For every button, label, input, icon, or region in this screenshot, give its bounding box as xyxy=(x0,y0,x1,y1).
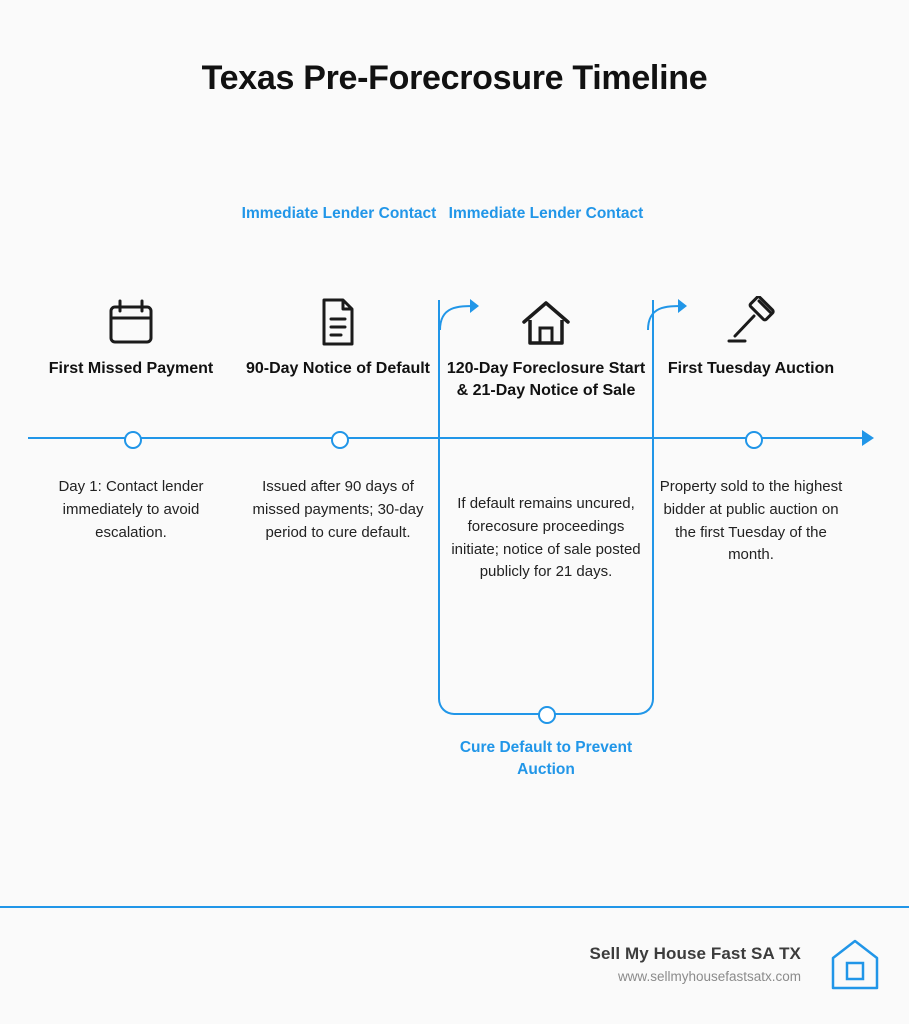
cure-default-label: Cure Default to Prevent Auction xyxy=(459,739,633,779)
timeline-stage-first-tuesday-auction xyxy=(646,288,856,380)
calendar-icon xyxy=(26,288,236,348)
timeline-stage-120-day-foreclosure xyxy=(441,288,651,403)
brand-name: Sell My House Fast SA TX xyxy=(589,944,801,963)
timeline-node-dot-2 xyxy=(331,431,349,449)
timeline-stage-description-3: If default remains uncured, forecosure proceedings initiate; notice of sale posted publicly for 21 days. xyxy=(451,495,641,581)
timeline-axis-arrow xyxy=(862,430,874,446)
timeline-stage-first-missed-payment xyxy=(26,288,236,380)
timeline-stage-label-4: First Tuesday Auction xyxy=(667,360,835,377)
annotation-stage-3: Immediate Lender Contact xyxy=(448,205,644,222)
gavel-icon xyxy=(646,288,856,348)
timeline-node-dot-4 xyxy=(745,431,763,449)
cure-default-node-dot xyxy=(538,706,556,724)
timeline-stage-label-3: 120-Day Foreclosure Start & 21-Day Notice of Sale xyxy=(446,360,646,400)
timeline-stage-label-1: First Missed Payment xyxy=(48,360,214,377)
website-url: www.sellmyhousefastsatx.com xyxy=(617,969,801,984)
timeline-stage-90-day-notice xyxy=(233,288,443,380)
timeline-node-dot-1 xyxy=(124,431,142,449)
timeline-stage-description-4: Property sold to the highest bidder at public auction on the first Tuesday of the month. xyxy=(659,478,843,564)
timeline-stage-description-2: Issued after 90 days of missed payments; 30-day period to cure default. xyxy=(252,478,424,541)
footer-divider xyxy=(0,906,909,908)
house-icon xyxy=(441,288,651,348)
footer xyxy=(0,930,909,1010)
annotation-stage-2: Immediate Lender Contact xyxy=(241,205,437,222)
footer-text-block xyxy=(590,944,802,984)
timeline-axis xyxy=(28,437,870,439)
house-outline-logo xyxy=(827,936,883,999)
document-icon xyxy=(233,288,443,348)
timeline-stage-label-2: 90-Day Notice of Default xyxy=(245,360,431,377)
timeline-stage-description-1: Day 1: Contact lender immediately to avoid escalation. xyxy=(58,478,204,541)
page-title: Texas Pre-Forecrosure Timeline xyxy=(201,59,708,97)
